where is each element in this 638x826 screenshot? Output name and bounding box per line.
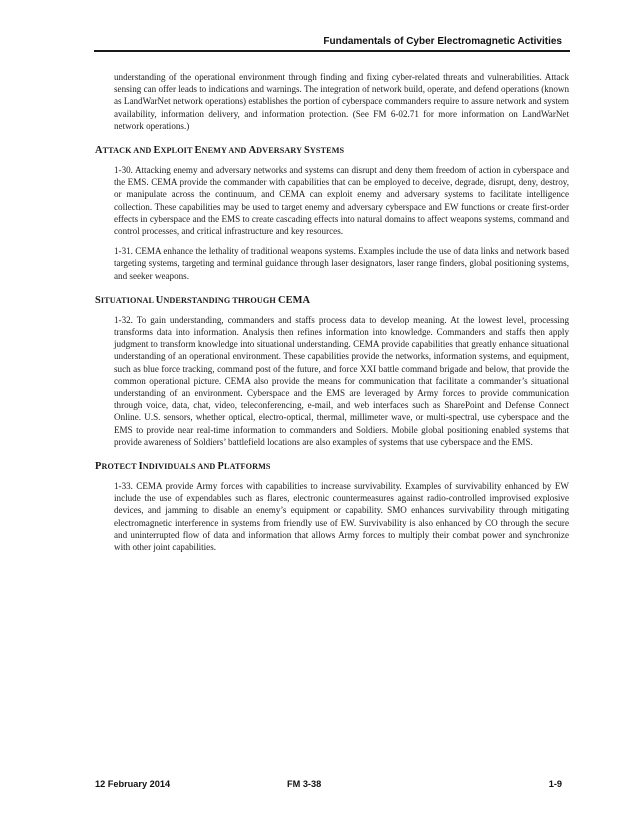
paragraph-1-32: 1-32. To gain understanding, commanders and staffs process data to develop meaning. At the lowest level, processing transforms data into information. Analysis then refines information into knowledge. Commanders and staffs then apply judgment to transform knowledge into situational understanding. CEMA provide capabilities that greatly enhance situational understanding of an operational environment. These capabilities provide the networks, information systems, and equipment, such as blue force tracking, command post of the future, and force XXI battle command brigade and below, that provide the common operational picture. CEMA also provide the means for communication that facilitate a commander’s situational understanding of an environment. Cyberspace and the EMS are leveraged by Army forces to provide communication through voice, data, chat, video, teleconferencing, e-mail, and web interfaces such as SharePoint and Defense Connect Online. U.S. sensors, whether optical, electro-optical, thermal, millimeter wave, or multi-spectral, use cyberspace and the EMS to provide near real-time information to commanders and Soldiers. Mobile global positioning enabled systems that provide awareness of Soldiers’ battlefield locations are also examples of systems that use cyberspace and the EMS. [114,314,569,447]
running-header-title: Fundamentals of Cyber Electromagnetic Activities [323,36,562,47]
paragraph-1-30: 1-30. Attacking enemy and adversary networks and systems can disrupt and deny them freedom of action in cyberspace and the EMS. CEMA provide the commander with capabilities that can be employed to deceive, degrade, disrupt, deny, destroy, or manipulate across the continuum, and CEMA can exploit enemy and adversary systems to facilitate intelligence collection. These capabilities may be used to target enemy and adversary cyberspace and EW functions or create first-order effects in cyberspace and the EMS to create cascading effects into natural domains to affect weapons systems, command and control processes, and critical infrastructure and key resources. [114,165,569,237]
section-heading-attack-exploit: ATTACK AND EXPLOIT ENEMY AND ADVERSARY SYSTEMS [95,145,345,157]
header-rule [94,50,570,52]
paragraph-1-33: 1-33. CEMA provide Army forces with capabilities to increase survivability. Examples of survivability enhanced by EW include the use of expendables such as flares, electronic countermeasures against radio-controlled improvised explosive devices, and jamming to disable an enemy’s equipment or capability. SMO enhances survivability through mitigating electromagnetic interference in systems from friendly use of EW. Survivability is also enhanced by CO through the secure and uninterrupted flow of data and information that allows Army forces to multiply their combat power and synchronize with other joint capabilities. [114,481,569,553]
section-heading-protect-individuals: PROTECT INDIVIDUALS AND PLATFORMS [95,461,271,473]
intro-paragraph: understanding of the operational environment through finding and fixing cyber-related threats and vulnerabilities. Attack sensing can offer leads to indications and warnings. The integration of network build, operate, and defend operations (known as LandWarNet network operations) establishes the portion of cyberspace commanders require to assure network and system availability, information delivery, and information protection. (See FM 6-02.71 for more information on LandWarNet network operations.) [114,72,569,131]
document-body [95,71,569,561]
footer-publication: FM 3-38 [287,779,322,789]
footer-date: 12 February 2014 [95,779,171,789]
section-heading-situational-understanding: SITUATIONAL UNDERSTANDING THROUGH CEMA [95,294,311,306]
footer-page-number: 1-9 [548,779,562,789]
paragraph-1-31: 1-31. CEMA enhance the lethality of traditional weapons systems. Examples include the use of data links and network based targeting systems, targeting and terminal guidance through laser designators, laser range finders, global positioning systems, and seeker weapons. [114,246,569,281]
